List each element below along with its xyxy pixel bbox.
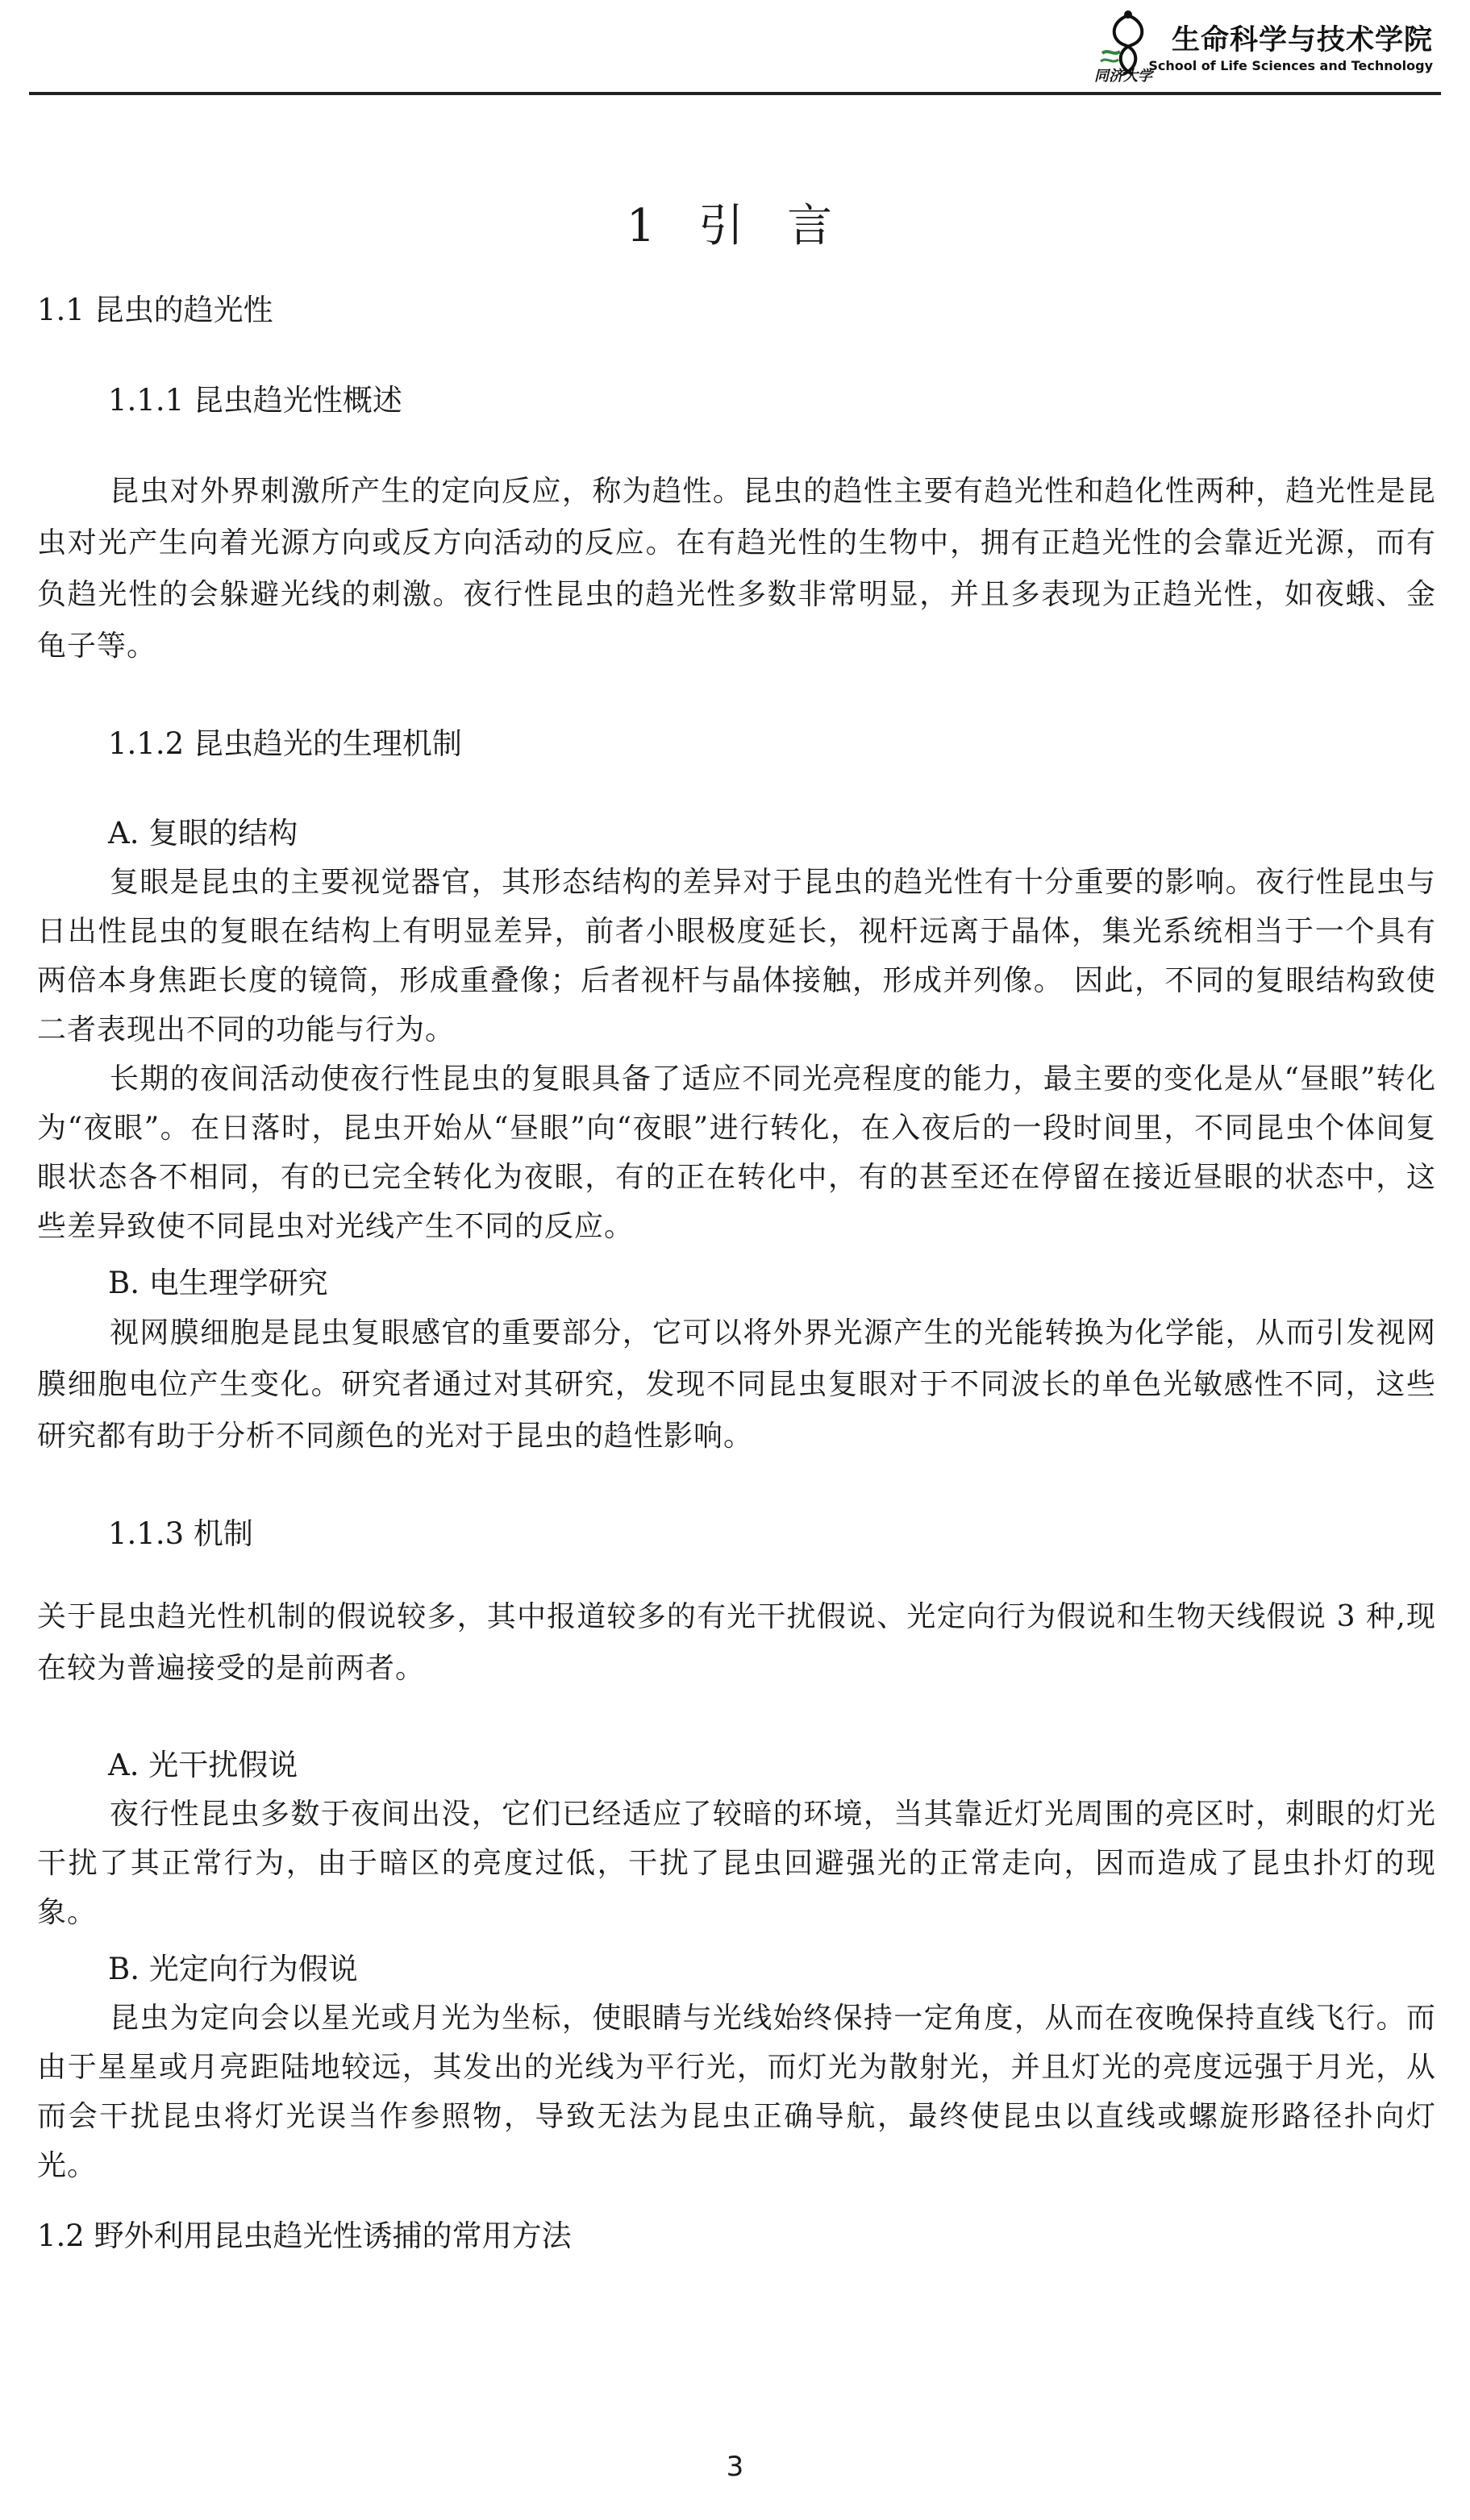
- page-number: 3: [726, 2451, 744, 2483]
- subsection-a-paragraph-1: 复眼是昆虫的主要视觉器官，其形态结构的差异对于昆虫的趋光性有十分重要的影响。夜行性昆虫与日出性昆虫的复眼在结构上有明显差异，前者小眼极度延长，视杆远离于晶体，集光系统相当于一个具有两倍本身焦距长度的镜筒，形成重叠像；后者视杆与晶体接触，形成并列像。 因此，不同的复眼结构致使二者表现出不同的功能与行为。: [37, 866, 1436, 1046]
- section-1-1-1-heading: 1.1.1 昆虫趋光性概述: [108, 383, 402, 418]
- chapter-title: 1 引 言: [626, 200, 847, 252]
- institute-name-cn: 生命科学与技术学院: [1171, 24, 1433, 56]
- section-1-1-3-intro: 关于昆虫趋光性机制的假说较多，其中报道较多的有光干扰假说、光定向行为假说和生物天线假说 3 种,现在较为普遍接受的是前两者。: [37, 1600, 1436, 1685]
- page-content: [37, 161, 1436, 2302]
- subsection-b-heading: B. 电生理学研究: [108, 1266, 328, 1300]
- section-1-1-1-paragraph: 昆虫对外界刺激所产生的定向反应，称为趋性。昆虫的趋性主要有趋光性和趋化性两种，趋光性是昆虫对光产生向着光源方向或反方向活动的反应。在有趋光性的生物中，拥有正趋光性的会靠近光源，而有负趋光性的会躲避光线的刺激。夜行性昆虫的趋光性多数非常明显，并且多表现为正趋光性，如夜蛾、金龟子等。: [37, 475, 1436, 663]
- subsection-a-paragraph-2: 长期的夜间活动使夜行性昆虫的复眼具备了适应不同光亮程度的能力，最主要的变化是从“昼眼”转化为“夜眼”。在日落时，昆虫开始从“昼眼”向“夜眼”进行转化，在入夜后的一段时间里，不同昆虫个体间复眼状态各不相同，有的已完全转化为夜眼，有的正在转化中，有的甚至还在停留在接近昼眼的状态中，这些差异致使不同昆虫对光线产生不同的反应。: [37, 1062, 1436, 1243]
- subsection-light-interference-heading: A. 光干扰假说: [108, 1748, 298, 1782]
- institute-name-en: School of Life Sciences and Technology: [1148, 58, 1433, 73]
- section-1-1-heading: 1.1 昆虫的趋光性: [37, 293, 273, 327]
- subsection-b-paragraph: 视网膜细胞是昆虫复眼感官的重要部分，它可以将外界光源产生的光能转换为化学能，从而引发视网膜细胞电位产生变化。研究者通过对其研究，发现不同昆虫复眼对于不同波长的单色光敏感性不同，这些研究都有助于分析不同颜色的光对于昆虫的趋性影响。: [37, 1316, 1436, 1453]
- university-name: 同济大学: [1094, 68, 1152, 85]
- section-1-1-2-heading: 1.1.2 昆虫趋光的生理机制: [108, 726, 462, 761]
- subsection-light-orientation-heading: B. 光定向行为假说: [108, 1952, 358, 1986]
- subsection-a-heading: A. 复眼的结构: [108, 816, 298, 850]
- section-1-2-heading: 1.2 野外利用昆虫趋光性诱捕的常用方法: [37, 2219, 572, 2253]
- subsection-light-interference-paragraph: 夜行性昆虫多数于夜间出没，它们已经适应了较暗的环境，当其靠近灯光周围的亮区时，刺眼的灯光干扰了其正常行为，由于暗区的亮度过低，干扰了昆虫回避强光的正常走向，因而造成了昆虫扑灯的现象。: [37, 1798, 1436, 1929]
- subsection-light-orientation-paragraph: 昆虫为定向会以星光或月光为坐标，使眼睛与光线始终保持一定角度，从而在夜晚保持直线飞行。而由于星星或月亮距陆地较远，其发出的光线为平行光，而灯光为散射光，并且灯光的亮度远强于月光，从而会干扰昆虫将灯光误当作参照物，导致无法为昆虫正确导航，最终使昆虫以直线或螺旋形路径扑向灯光。: [37, 2002, 1436, 2182]
- section-1-1-3-heading: 1.1.3 机制: [108, 1516, 253, 1551]
- page-header: [29, 0, 1441, 95]
